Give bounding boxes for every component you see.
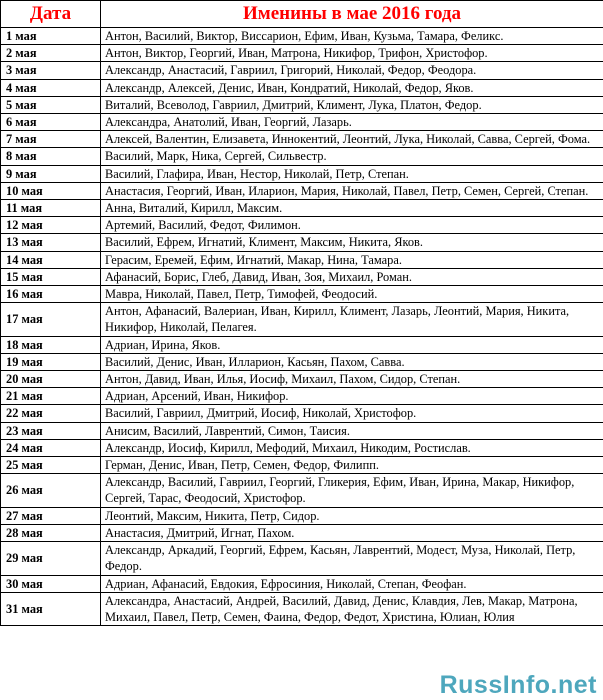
names-cell: Александр, Иосиф, Кирилл, Мефодий, Михаил, Никодим, Ростислав. [101,439,603,456]
table-row [1,303,603,336]
date-cell: 29 мая [1,542,101,575]
date-cell: 6 мая [1,114,101,131]
table-row [1,575,603,592]
date-cell: 25 мая [1,457,101,474]
names-cell: Василий, Марк, Ника, Сергей, Сильвестр. [101,148,603,165]
date-cell: 12 мая [1,217,101,234]
date-cell: 26 мая [1,474,101,507]
table-row [1,439,603,456]
names-cell: Анастасия, Дмитрий, Игнат, Пахом. [101,524,603,541]
date-column-header: Дата [1,1,101,28]
names-cell: Антон, Давид, Иван, Илья, Иосиф, Михаил, Пахом, Сидор, Степан. [101,371,603,388]
names-cell: Адриан, Ирина, Яков. [101,336,603,353]
date-cell: 24 мая [1,439,101,456]
table-row [1,96,603,113]
names-cell: Александр, Алексей, Денис, Иван, Кондратий, Николай, Федор, Яков. [101,79,603,96]
names-cell: Александра, Анастасий, Андрей, Василий, Давид, Денис, Клавдия, Лев, Макар, Матрона, Михаил, Павел, Петр, Семен, Фаина, Федор, Федот, Христина, Юлиан, Юлия [101,592,603,625]
names-cell: Мавра, Николай, Павел, Петр, Тимофей, Феодосий. [101,286,603,303]
table-row [1,114,603,131]
date-cell: 22 мая [1,405,101,422]
names-cell: Анисим, Василий, Лаврентий, Симон, Таисия. [101,422,603,439]
date-cell: 7 мая [1,131,101,148]
names-cell: Артемий, Василий, Федот, Филимон. [101,217,603,234]
table-body [1,28,603,626]
table-row [1,182,603,199]
date-cell: 31 мая [1,592,101,625]
names-cell: Василий, Глафира, Иван, Нестор, Николай, Петр, Степан. [101,165,603,182]
table-row [1,79,603,96]
date-cell: 30 мая [1,575,101,592]
date-cell: 5 мая [1,96,101,113]
table-row [1,286,603,303]
table-row [1,165,603,182]
table-row [1,422,603,439]
names-cell: Адриан, Арсений, Иван, Никифор. [101,388,603,405]
date-cell: 19 мая [1,353,101,370]
names-cell: Герасим, Еремей, Ефим, Игнатий, Макар, Нина, Тамара. [101,251,603,268]
table-row [1,148,603,165]
date-cell: 2 мая [1,45,101,62]
table-row [1,251,603,268]
date-cell: 18 мая [1,336,101,353]
date-cell: 8 мая [1,148,101,165]
date-cell: 16 мая [1,286,101,303]
date-cell: 23 мая [1,422,101,439]
table-row [1,457,603,474]
names-cell: Афанасий, Борис, Глеб, Давид, Иван, Зоя, Михаил, Роман. [101,268,603,285]
table-row [1,542,603,575]
date-cell: 27 мая [1,507,101,524]
table-row [1,353,603,370]
date-cell: 4 мая [1,79,101,96]
date-cell: 3 мая [1,62,101,79]
date-cell: 11 мая [1,200,101,217]
table-row [1,62,603,79]
names-cell: Герман, Денис, Иван, Петр, Семен, Федор, Филипп. [101,457,603,474]
names-cell: Александр, Василий, Гавриил, Георгий, Гликерия, Ефим, Иван, Ирина, Макар, Никифор, Сергей, Тарас, Феодосий, Христофор. [101,474,603,507]
table-row [1,131,603,148]
table-row [1,234,603,251]
date-cell: 28 мая [1,524,101,541]
names-cell: Адриан, Афанасий, Евдокия, Ефросиния, Николай, Степан, Феофан. [101,575,603,592]
names-cell: Василий, Гавриил, Дмитрий, Иосиф, Николай, Христофор. [101,405,603,422]
table-row [1,268,603,285]
names-cell: Василий, Ефрем, Игнатий, Климент, Максим, Никита, Яков. [101,234,603,251]
table-row [1,474,603,507]
names-cell: Антон, Афанасий, Валериан, Иван, Кирилл, Климент, Лазарь, Леонтий, Мария, Никита, Никифор, Николай, Пелагея. [101,303,603,336]
names-column-header: Именины в мае 2016 года [101,1,603,28]
date-cell: 1 мая [1,28,101,45]
date-cell: 15 мая [1,268,101,285]
names-cell: Виталий, Всеволод, Гавриил, Дмитрий, Климент, Лука, Платон, Федор. [101,96,603,113]
table-row [1,405,603,422]
table-row [1,592,603,625]
names-cell: Александра, Анатолий, Иван, Георгий, Лазарь. [101,114,603,131]
table-row [1,217,603,234]
table-header-row [1,1,603,28]
date-cell: 9 мая [1,165,101,182]
table-row [1,28,603,45]
date-cell: 10 мая [1,182,101,199]
table-row [1,45,603,62]
names-cell: Алексей, Валентин, Елизавета, Иннокентий, Леонтий, Лука, Николай, Савва, Сергей, Фома. [101,131,603,148]
table-row [1,371,603,388]
site-watermark: RussInfo.net [439,671,597,699]
names-cell: Анастасия, Георгий, Иван, Иларион, Мария, Николай, Павел, Петр, Семен, Сергей, Степан. [101,182,603,199]
names-cell: Леонтий, Максим, Никита, Петр, Сидор. [101,507,603,524]
date-cell: 14 мая [1,251,101,268]
names-cell: Василий, Денис, Иван, Илларион, Касьян, Пахом, Савва. [101,353,603,370]
table-row [1,507,603,524]
table-row [1,336,603,353]
date-cell: 20 мая [1,371,101,388]
date-cell: 21 мая [1,388,101,405]
names-cell: Александр, Аркадий, Георгий, Ефрем, Касьян, Лаврентий, Модест, Муза, Николай, Петр, Федор. [101,542,603,575]
names-cell: Александр, Анастасий, Гавриил, Григорий, Николай, Федор, Феодора. [101,62,603,79]
table-row [1,200,603,217]
names-cell: Антон, Василий, Виктор, Виссарион, Ефим, Иван, Кузьма, Тамара, Феликс. [101,28,603,45]
date-cell: 17 мая [1,303,101,336]
names-cell: Анна, Виталий, Кирилл, Максим. [101,200,603,217]
date-cell: 13 мая [1,234,101,251]
table-row [1,524,603,541]
names-cell: Антон, Виктор, Георгий, Иван, Матрона, Никифор, Трифон, Христофор. [101,45,603,62]
table-row [1,388,603,405]
